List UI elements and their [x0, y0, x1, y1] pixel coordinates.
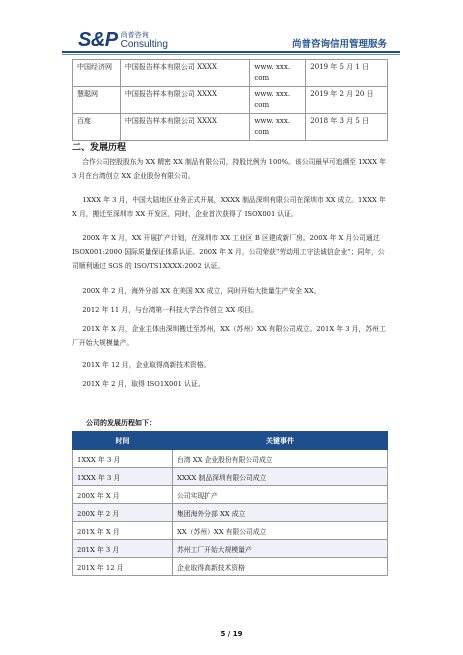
- table-caption: 公司的发展历程如下：: [86, 419, 156, 427]
- table-row: 慧聪网 中国报告样本有限公司 XXXX www. xxx. com 2019 年 2 月 20 日: [73, 87, 388, 114]
- column-header-time: 时间: [73, 432, 173, 450]
- paragraph: 201X 年 2 月，取得 ISO1X001 认证。: [82, 380, 205, 388]
- logo-mark: S&P: [78, 29, 118, 51]
- development-history-table: [72, 431, 388, 576]
- table-row: 201X 年 12 月 企业取得高新技术资格: [73, 558, 388, 576]
- section-heading: 二、发展历程: [72, 143, 127, 153]
- table-row: 1XXX 年 3 月 XXXX 制品深圳有限公司成立: [73, 468, 388, 486]
- page-number: 5 / 19: [220, 630, 243, 638]
- table-row: 1XXX 年 3 月 台湾 XX 企业股份有限公司成立: [73, 450, 388, 468]
- logo-english-name: Consulting: [120, 39, 168, 50]
- header-divider: [62, 51, 400, 53]
- page-header: [0, 0, 463, 58]
- table-header-row: [73, 432, 388, 450]
- paragraph: 200X 年 X 月，XX 开展扩产计划，在深圳市 XX 工业区 B 区建成新厂房。200X 年 X 月公司通过 ISOX001:2000 国际质量保证体系认证。200X 年 X 月，公司荣获“劳动用工守法诚信企业”；同年，公司顺利通过 SGS 的 ISO/TS1XXXX:2002 认证。: [72, 234, 385, 270]
- table-row: 中国经济网 中国报告样本有限公司 XXXX www. xxx. com 2019 年 5 月 1 日: [73, 60, 388, 87]
- table-row: 200X 年 X 月 公司实现扩产: [73, 486, 388, 504]
- paragraph: 200X 年 2 月，海外分部 XX 在美国 XX 成立，同时开始大批量生产安全 XX。: [82, 287, 321, 295]
- table-row: 201X 年 X 月 XX（苏州）XX 有限公司成立: [73, 522, 388, 540]
- table-row: 201X 年 3 月 苏州工厂开始大规模量产: [73, 540, 388, 558]
- table-row: 200X 年 2 月 集团海外分部 XX 成立: [73, 504, 388, 522]
- paragraph: 1XXX 年 3 月，中国大陆地区业务正式开展，XXXX 制品深圳有限公司在深圳市 XX 成立。1XXX 年 X 月，搬迁至深圳市 XX 开发区，同时，企业首次获得了 ISOX001 认证。: [72, 196, 386, 218]
- company-logo: [78, 30, 168, 50]
- logo-chinese-name: 尚普咨询: [120, 31, 149, 39]
- header-divider-thin: [62, 54, 400, 55]
- header-title: 尚普咨询信用管理服务: [291, 39, 387, 50]
- column-header-event: 关键事件: [173, 432, 388, 450]
- table-row: 百度 中国报告样本有限公司 XXXX www. xxx. com 2018 年 3 月 5 日: [73, 114, 388, 141]
- paragraph: 合作公司控股股东为 XX 精密 XX 制品有限公司，持股比例为 100%。该公司最早可追溯至 1XXX 年 3 月在台湾创立 XX 企业股份有限公司。: [72, 158, 387, 180]
- paragraph: 201X 年 X 月，企业主体由深圳搬迁至苏州，XX（苏州）XX 有限公司成立。201X 年 3 月，苏州工厂开始大规模量产。: [72, 325, 386, 347]
- website-registration-table: [72, 59, 388, 141]
- paragraph: 2012 年 11 月，与台湾第一科技大学合作创立 XX 项目。: [82, 306, 258, 314]
- paragraph: 201X 年 12 月，企业取得高新技术资格。: [82, 361, 211, 369]
